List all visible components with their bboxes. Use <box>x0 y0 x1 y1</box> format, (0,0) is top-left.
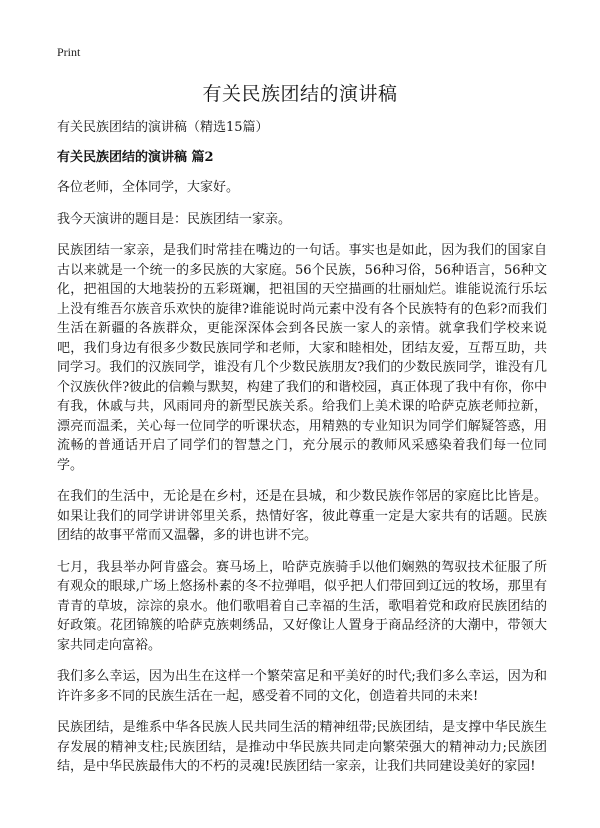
paragraph-body-3: 七月，我县举办阿肯盛会。赛马场上，哈萨克族骑手以他们娴熟的驾驭技术征服了所有观众的眼球,广场上悠扬朴素的冬不拉弹唱，似乎把人们带回到辽远的牧场，那里有青青的草坡，淙淙的泉水。他们歌唱着自己幸福的生活，歌唱着党和政府民族团结的好政策。花团锦簇的哈萨克族刺绣品，又好像让人置身于商品经济的大潮中，带领大家共同走向富裕。 <box>57 559 547 653</box>
paragraph-conclusion: 民族团结，是维系中华各民族人民共同生活的精神纽带;民族团结，是支撑中华民族生存发展的精神支柱;民族团结，是推动中华民族共同走向繁荣强大的精神动力;民族团结，是中华民族最伟大的不朽的灵魂!民族团结一家亲，让我们共同建设美好的家园! <box>57 720 547 774</box>
document-body <box>57 118 547 789</box>
paragraph-body-4: 我们多么幸运，因为出生在这样一个繁荣富足和平美好的时代;我们多么幸运，因为和许许多多不同的民族生活在一起，感受着不同的文化，创造着共同的未来! <box>57 669 547 704</box>
section-heading: 有关民族团结的演讲稿 篇2 <box>57 150 214 165</box>
paragraph-topic: 我今天演讲的题目是：民族团结一家亲。 <box>57 211 292 227</box>
document-subtitle: 有关民族团结的演讲稿（精选15篇） <box>57 120 269 135</box>
document-title: 有关民族团结的演讲稿 <box>202 83 398 105</box>
print-label[interactable]: Print <box>57 45 81 59</box>
paragraph-body-2: 在我们的生活中，无论是在乡村，还是在县城，和少数民族作邻居的家庭比比皆是。如果让我们的同学讲讲邻里关系，热情好客，彼此尊重一定是大家共有的话题。民族团结的故事平常而又温馨，多的讲也讲不完。 <box>57 489 547 543</box>
paragraph-greeting: 各位老师，全体同学，大家好。 <box>57 180 240 195</box>
paragraph-body-1: 民族团结一家亲，是我们时常挂在嘴边的一句话。事实也是如此，因为我们的国家自古以来就是一个统一的多民族的大家庭。56个民族，56种习俗，56种语言，56种文化，把祖国的大地装扮的五彩斑斓，把祖国的天空描画的壮丽灿烂。谁能说流行乐坛上没有维吾尔族音乐欢快的旋律?谁能说时尚元素中没有各个民族特有的色彩?而我们生活在新疆的各族群众，更能深深体会到各民族一家人的亲情。就拿我们学校来说吧，我们身边有很多少数民族同学和老师，大家和睦相处，团结友爱，互帮互助，共同学习。我们的汉族同学，谁没有几个少数民族朋友?我们的少数民族同学，谁没有几个汉族伙伴?彼此的信赖与默契，构建了我们的和谐校园，真正体现了我中有你，你中有我，休戚与共，风雨同舟的新型民族关系。给我们上美术课的哈萨克族老师拉新，漂亮而温柔，关心每一位同学的听课状态，用精熟的专业知识为同学们解疑答惑，用流畅的普通话开启了同学们的智慧之门，充分展示的教师风采感染着我们每一位同学。 <box>57 243 547 473</box>
